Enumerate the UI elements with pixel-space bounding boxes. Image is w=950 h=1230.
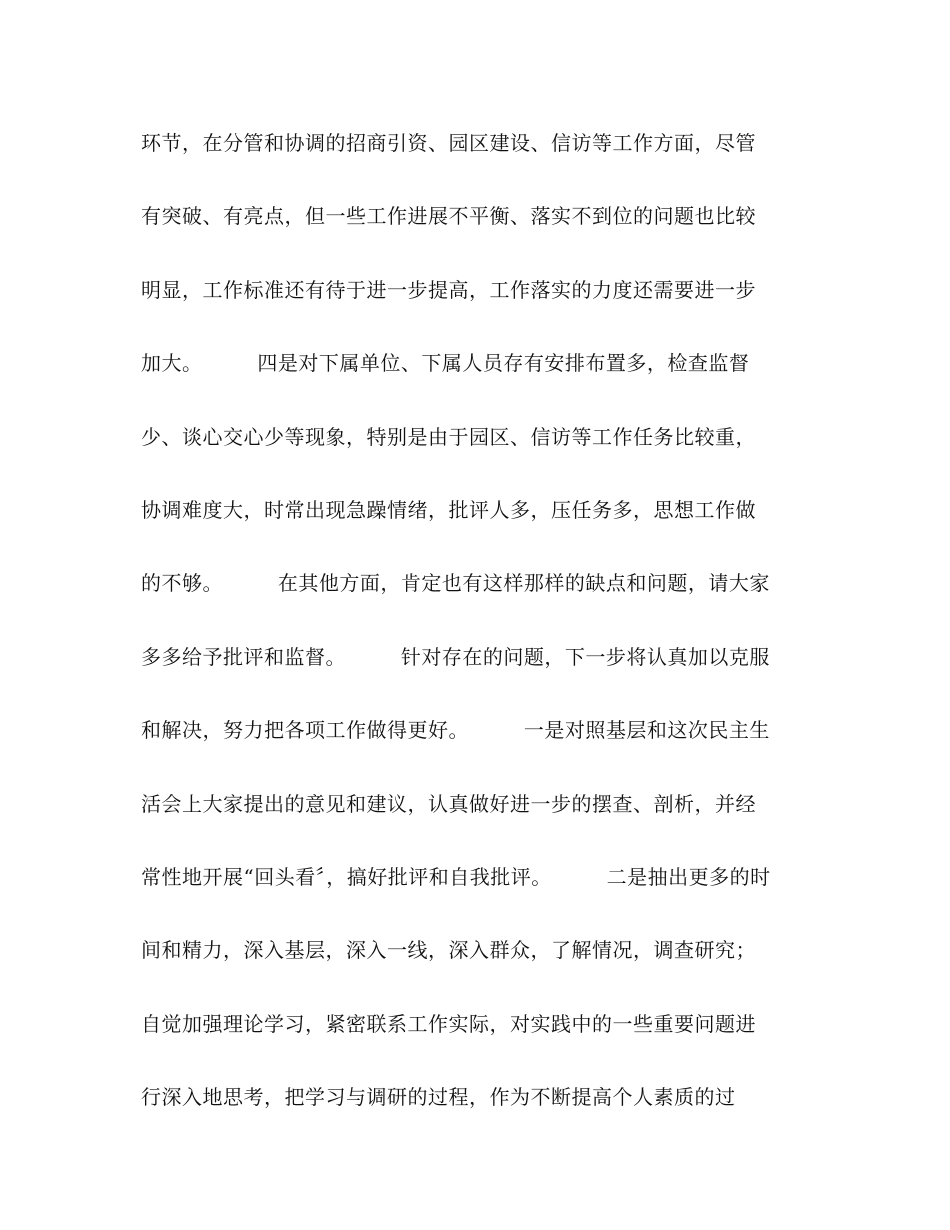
text-line: 常性地开展“回头看〞，搞好批评和自我批评。 二是抽出更多的时 [141,864,771,889]
body-text [141,120,821,1147]
text-line: 少、谈心交心少等现象，特别是由于园区、信访等工作任务比较重， [141,424,756,449]
text-line: 有突破、有亮点，但一些工作进展不平衡、落实不到位的问题也比较 [141,204,756,229]
text-line: 的不够。 在其他方面，肯定也有这样那样的缺点和问题，请大家 [141,571,770,596]
text-line: 加大。 四是对下属单位、下属人员存有安排布置多，检查监督 [141,351,750,376]
text-line: 协调难度大，时常出现急躁情绪，批评人多，压任务多，思想工作做 [141,497,756,522]
text-line: 明显，工作标准还有待于进一步提高，工作落实的力度还需要进一步 [141,277,756,302]
text-line: 环节，在分管和协调的招商引资、园区建设、信访等工作方面，尽管 [141,131,756,155]
text-line: 多多给予批评和监督。 针对存在的问题，下一步将认真加以克服 [141,644,770,669]
text-line: 和解决，努力把各项工作做得更好。 一是对照基层和这次民主生 [141,718,770,743]
text-line: 行深入地思考，把学习与调研的过程，作为不断提高个人素质的过 [141,1085,736,1110]
text-line: 间和精力，深入基层，深入一线，深入群众，了解情况，调查研究； [141,938,756,963]
text-line: 活会上大家提出的意见和建议，认真做好进一步的摆查、剖析，并经 [141,791,756,816]
text-line: 自觉加强理论学习，紧密联系工作实际，对实践中的一些重要问题进 [141,1011,756,1036]
